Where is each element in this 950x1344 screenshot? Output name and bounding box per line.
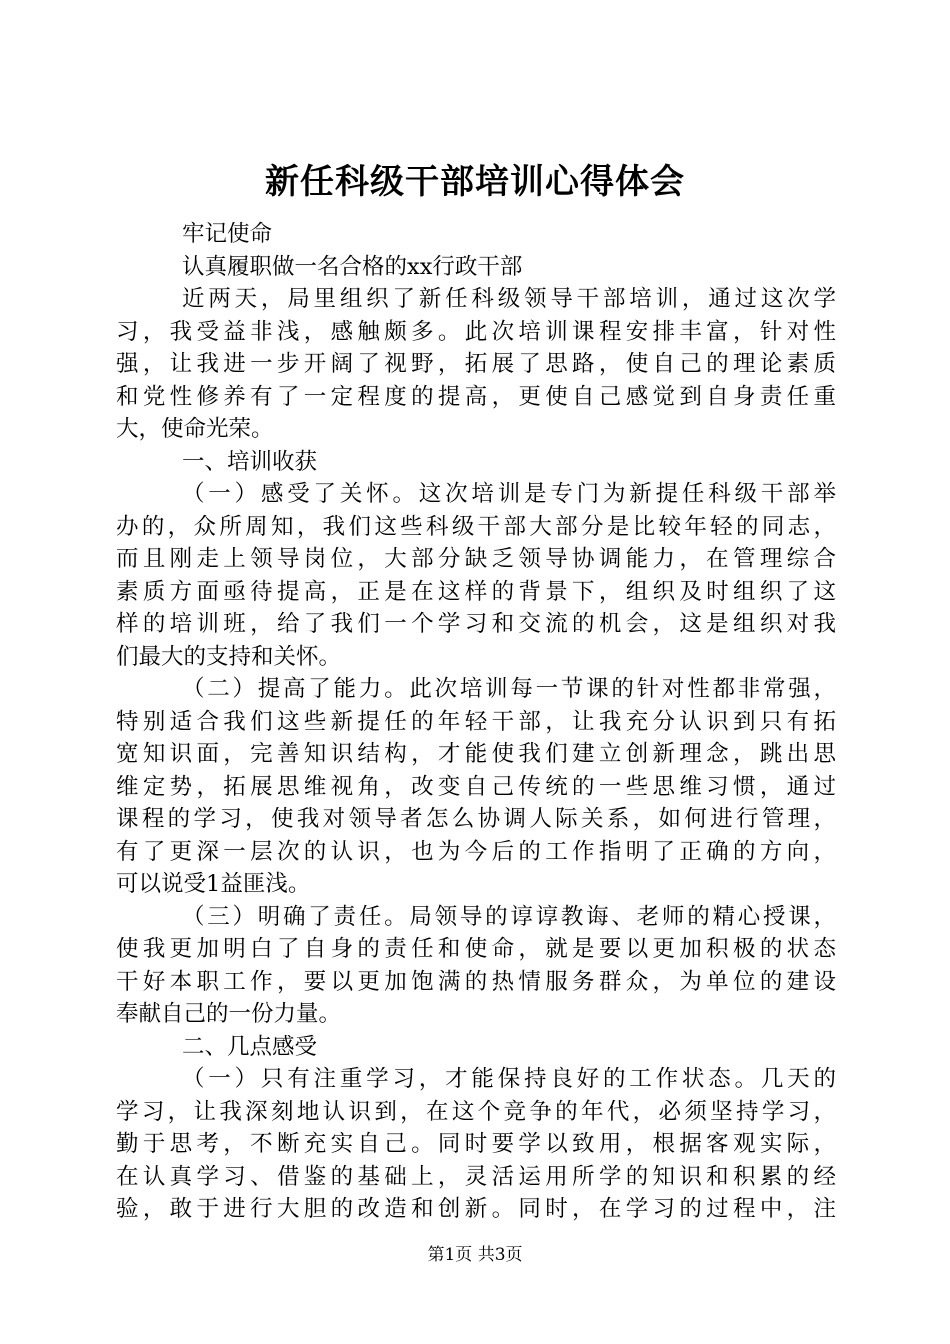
text-line: 习，我受益非浅，感触颇多。此次培训课程安排丰富，针对性	[116, 318, 836, 345]
text-line: 特别适合我们这些新提任的年轻干部，让我充分认识到只有拓	[116, 708, 836, 735]
text-line: 近两天，局里组织了新任科级领导干部培训，通过这次学	[182, 286, 836, 312]
text-line: 和党性修养有了一定程度的提高，更使自己感觉到自身责任重	[116, 383, 836, 410]
text-line: （二）提高了能力。此次培训每一节课的针对性都非常强，	[182, 676, 836, 702]
text-line: 学习，让我深刻地认识到，在这个竞争的年代，必须坚持学习，	[116, 1098, 836, 1125]
text-line: 验，敢于进行大胆的改造和创新。同时，在学习的过程中，注	[116, 1196, 836, 1222]
text-line: 样的培训班，给了我们一个学习和交流的机会，这是组织对我	[116, 611, 836, 637]
text-line: 而且刚走上领导岗位，大部分缺乏领导协调能力，在管理综合	[116, 546, 836, 572]
text-line: （一）只有注重学习，才能保持良好的工作状态。几天的	[182, 1066, 836, 1092]
text-line: 强，让我进一步开阔了视野，拓展了思路，使自己的理论素质	[116, 351, 836, 377]
text-line: 在认真学习、借鉴的基础上，灵活运用所学的知识和积累的经	[116, 1163, 836, 1190]
text-line: 二、几点感受	[182, 1033, 318, 1060]
text-line: 勤于思考，不断充实自己。同时要学以致用，根据客观实际，	[116, 1131, 836, 1157]
text-line: 课程的学习，使我对领导者怎么协调人际关系，如何进行管理，	[116, 806, 836, 832]
text-line: 认真履职做一名合格的xx行政干部	[182, 253, 523, 280]
text-line: 维定势，拓展思维视角，改变自己传统的一些思维习惯，通过	[116, 773, 836, 800]
text-line: 宽知识面，完善知识结构，才能使我们建立创新理念，跳出思	[116, 741, 836, 767]
text-line: 一、培训收获	[182, 448, 318, 475]
text-line: 使我更加明白了自身的责任和使命，就是要以更加积极的状态	[116, 936, 836, 962]
document-body	[116, 218, 836, 1226]
text-line: 奉献自己的一份力量。	[116, 1001, 342, 1027]
page-footer: 第1页 共3页	[427, 1245, 523, 1265]
text-line: 有了更深一层次的认识，也为今后的工作指明了正确的方向，	[116, 838, 836, 865]
text-line: 们最大的支持和关怀。	[116, 643, 342, 670]
text-line: （一）感受了关怀。这次培训是专门为新提任科级干部举	[182, 481, 836, 507]
text-line: 办的，众所周知，我们这些科级干部大部分是比较年轻的同志，	[116, 513, 836, 540]
text-line: 大，使命光荣。	[116, 416, 274, 442]
text-line: 牢记使命	[182, 221, 273, 247]
text-line: （三）明确了责任。局领导的谆谆教诲、老师的精心授课，	[182, 903, 836, 930]
text-line: 干好本职工作，要以更加饱满的热情服务群众，为单位的建设	[116, 968, 836, 995]
page-title: 新任科级干部培训心得体会	[265, 162, 685, 202]
text-line: 素质方面亟待提高，正是在这样的背景下，组织及时组织了这	[116, 578, 836, 605]
text-line: 可以说受1益匪浅。	[116, 871, 311, 897]
